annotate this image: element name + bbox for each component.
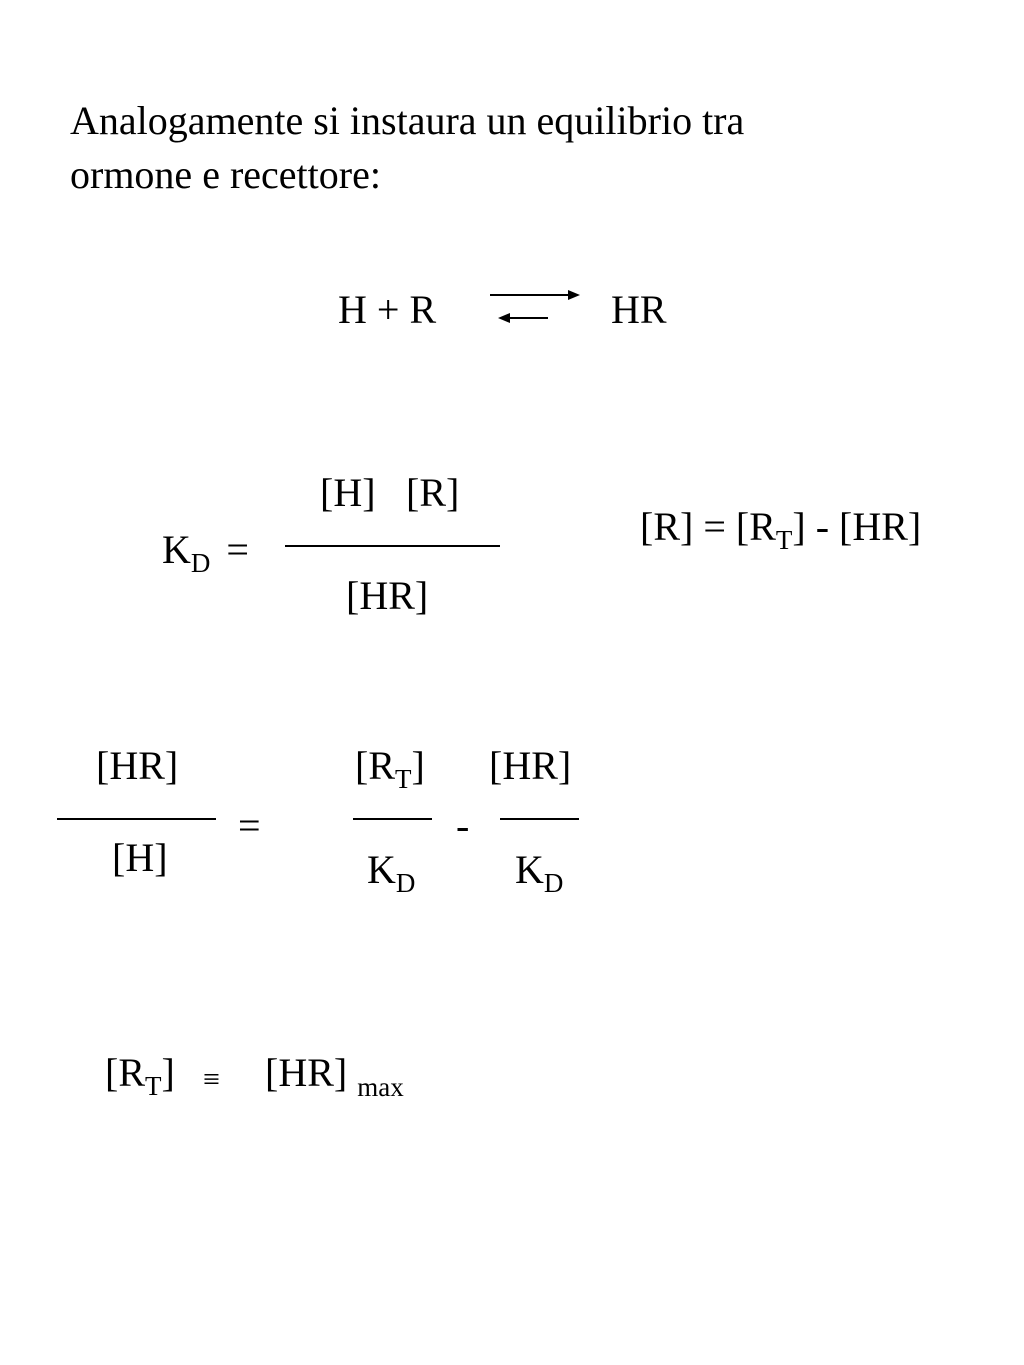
intro-line-2: ormone e recettore: <box>70 152 381 197</box>
lin-term1-num-subscript: T <box>395 764 412 794</box>
mass-balance-part2: ] - [HR] <box>792 504 922 549</box>
mass-balance-equation <box>640 504 922 555</box>
kd-label <box>162 527 249 578</box>
equilibrium-arrows-icon <box>486 285 584 325</box>
lin-term2-den-main: K <box>515 847 544 892</box>
kd-denominator: [HR] <box>346 573 429 618</box>
lin-term1-fraction-bar <box>353 818 432 820</box>
lin-term2-denominator <box>515 847 564 898</box>
intro-paragraph <box>70 94 970 202</box>
lin-term1-denominator <box>367 847 416 898</box>
max-rhs-subscript: max <box>357 1072 404 1102</box>
max-rhs-main: [HR] <box>265 1050 348 1095</box>
kd-subscript: D <box>190 548 211 578</box>
lin-lhs-fraction-bar <box>57 818 216 820</box>
lin-term2-den-subscript: D <box>543 868 564 898</box>
kd-main: K <box>162 527 191 572</box>
max-lhs <box>105 1050 175 1101</box>
lin-term1-num-close: ] <box>411 743 425 788</box>
mass-balance-subscript: T <box>775 525 793 555</box>
kd-numerator-h: [H] <box>320 470 376 515</box>
lin-term1-numerator <box>355 743 425 794</box>
lin-minus: - <box>456 803 470 848</box>
kd-numerator-r: [R] <box>406 470 460 515</box>
max-lhs-close: ] <box>161 1050 175 1095</box>
max-rhs <box>265 1050 404 1102</box>
lin-lhs-numerator: [HR] <box>96 743 179 788</box>
reaction-product: HR <box>611 287 667 332</box>
identity-symbol: ≡ <box>203 1063 220 1096</box>
kd-equals: = <box>226 527 249 572</box>
max-lhs-subscript: T <box>145 1071 162 1101</box>
kd-fraction-bar <box>285 545 500 547</box>
lin-term2-fraction-bar <box>500 818 579 820</box>
lin-equals: = <box>238 803 261 848</box>
lin-term1-num-main: [R <box>355 743 395 788</box>
max-lhs-main: [R <box>105 1050 145 1095</box>
lin-lhs-denominator: [H] <box>112 835 168 880</box>
mass-balance-part1: [R] = [R <box>640 504 776 549</box>
lin-term2-numerator: [HR] <box>489 743 572 788</box>
lin-term1-den-main: K <box>367 847 396 892</box>
lin-term1-den-subscript: D <box>395 868 416 898</box>
reaction-reactants: H + R <box>338 287 437 332</box>
intro-line-1: Analogamente si instaura un equilibrio tra <box>70 98 745 143</box>
